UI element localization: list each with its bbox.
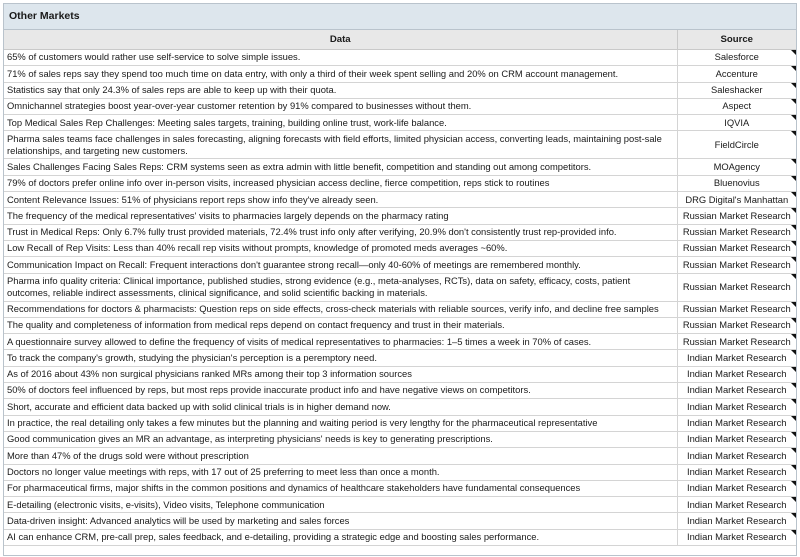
source-cell[interactable] [677,66,796,82]
source-text: MOAgency [713,160,760,172]
table-row [4,317,796,333]
comment-indicator-icon[interactable] [791,513,796,518]
source-cell[interactable] [677,159,796,175]
sheet-frame [3,3,797,556]
data-cell[interactable]: E-detailing (electronic visits, e-visits), Video visits, Telephone communication [4,497,677,513]
source-text: IQVIA [724,116,750,128]
comment-indicator-icon[interactable] [791,83,796,88]
source-cell[interactable] [677,497,796,513]
source-text: Indian Market Research [686,498,787,510]
table-row [4,159,796,175]
data-cell[interactable]: 65% of customers would rather use self-service to solve simple issues. [4,50,677,66]
source-cell[interactable] [677,301,796,317]
table-row [4,415,796,431]
source-cell[interactable] [677,131,796,159]
comment-indicator-icon[interactable] [791,497,796,502]
comment-indicator-icon[interactable] [791,115,796,120]
source-cell[interactable] [677,383,796,399]
comment-indicator-icon[interactable] [791,192,796,197]
comment-indicator-icon[interactable] [791,334,796,339]
source-cell[interactable] [677,464,796,480]
source-cell[interactable] [677,240,796,256]
source-text: Indian Market Research [686,433,787,445]
source-text: Indian Market Research [686,531,787,543]
source-cell[interactable] [677,317,796,333]
source-text: Salesforce [714,51,759,63]
data-cell[interactable]: Recommendations for doctors & pharmacists: Question reps on side effects, cross-check materials with reliable sources, verify info, and decline free samples [4,301,677,317]
source-cell[interactable] [677,350,796,366]
table-row [4,334,796,350]
comment-indicator-icon[interactable] [791,176,796,181]
data-cell[interactable]: Data-driven insight: Advanced analytics will be used by marketing and sales forces [4,513,677,529]
table-row [4,257,796,273]
data-cell[interactable]: 50% of doctors feel influenced by reps, but most reps provide inaccurate product info and have negative views on competitors. [4,383,677,399]
table-row [4,366,796,382]
column-header-source[interactable]: Source [677,30,796,50]
data-cell[interactable]: Low Recall of Rep Visits: Less than 40% recall rep visits without prompts, knowledge of promoted meds averages ~60%. [4,240,677,256]
comment-indicator-icon[interactable] [791,225,796,230]
comment-indicator-icon[interactable] [791,318,796,323]
data-cell[interactable]: The quality and completeness of information from medical reps depend on contact frequency and trust in their materials. [4,317,677,333]
data-cell[interactable]: AI can enhance CRM, pre-call prep, sales feedback, and e-detailing, providing a strategic edge and boosting sales performance. [4,529,677,545]
data-cell[interactable]: Pharma sales teams face challenges in sales forecasting, aligning forecasts with field efforts, limited physician access, converting leads, maintaining post-sale relationships, and targeting new customers. [4,131,677,159]
source-cell[interactable] [677,334,796,350]
source-text: Russian Market Research [682,209,791,221]
data-cell[interactable]: Short, accurate and efficient data backed up with solid clinical trials is in higher demand now. [4,399,677,415]
source-cell[interactable] [677,257,796,273]
comment-indicator-icon[interactable] [791,131,796,136]
comment-indicator-icon[interactable] [791,159,796,164]
table-row [4,497,796,513]
data-cell[interactable]: In practice, the real detailing only takes a few minutes but the planning and waiting period is very lengthy for the pharmaceutical representative [4,415,677,431]
column-header-data[interactable]: Data [4,30,677,50]
data-cell[interactable]: As of 2016 about 43% non surgical physicians ranked MRs among their top 3 information sources [4,366,677,382]
source-cell[interactable] [677,192,796,208]
comment-indicator-icon[interactable] [791,257,796,262]
source-cell[interactable] [677,50,796,66]
table-row [4,464,796,480]
source-cell[interactable] [677,175,796,191]
table-body [4,50,796,546]
data-cell[interactable]: Communication Impact on Recall: Frequent interactions don't guarantee strong recall—only 40-60% of meetings are remembered monthly. [4,257,677,273]
table-row [4,301,796,317]
source-text: Indian Market Research [686,368,787,380]
source-cell[interactable] [677,448,796,464]
table-row [4,448,796,464]
source-text: Indian Market Research [686,514,787,526]
source-cell[interactable] [677,115,796,131]
table-row [4,399,796,415]
source-text: Indian Market Research [686,482,787,494]
comment-indicator-icon[interactable] [791,383,796,388]
source-text: Russian Market Research [682,242,791,254]
comment-indicator-icon[interactable] [791,481,796,486]
comment-indicator-icon[interactable] [791,50,796,55]
source-text: Indian Market Research [686,417,787,429]
table-row [4,529,796,545]
comment-indicator-icon[interactable] [791,302,796,307]
source-text: Indian Market Research [686,384,787,396]
table-row [4,98,796,114]
source-cell[interactable] [677,399,796,415]
comment-indicator-icon[interactable] [791,274,796,279]
comment-indicator-icon[interactable] [791,399,796,404]
comment-indicator-icon[interactable] [791,350,796,355]
source-cell[interactable] [677,273,796,301]
data-cell[interactable]: More than 47% of the drugs sold were without prescription [4,448,677,464]
source-text: Russian Market Research [682,303,791,314]
source-text: Russian Market Research [682,335,791,347]
comment-indicator-icon[interactable] [791,416,796,421]
data-cell[interactable]: Top Medical Sales Rep Challenges: Meeting sales targets, training, building online trust, work-life balance. [4,115,677,131]
data-table [4,30,796,546]
source-text: Indian Market Research [686,351,787,363]
table-row [4,431,796,447]
table-row [4,224,796,240]
table-row [4,350,796,366]
table-row [4,240,796,256]
table-row [4,50,796,66]
source-cell[interactable] [677,431,796,447]
comment-indicator-icon[interactable] [791,99,796,104]
source-text: Indian Market Research [686,465,787,477]
data-cell[interactable]: Good communication gives an MR an advantage, as interpreting physicians' needs is key to generating prescriptions. [4,431,677,447]
data-cell[interactable]: Omnichannel strategies boost year-over-year customer retention by 91% compared to businesses without them. [4,98,677,114]
source-text: Indian Market Research [686,449,787,461]
data-cell[interactable]: Statistics say that only 24.3% of sales reps are able to keep up with their quota. [4,82,677,98]
table-row [4,513,796,529]
comment-indicator-icon[interactable] [791,208,796,213]
table-row [4,115,796,131]
data-cell[interactable]: The frequency of the medical representatives' visits to pharmacies largely depends on the pharmacy rating [4,208,677,224]
table-row [4,131,796,159]
table-row [4,175,796,191]
data-cell[interactable]: Doctors no longer value meetings with reps, with 17 out of 25 preferring to meet less than once a month. [4,464,677,480]
table-row [4,192,796,208]
table-row [4,273,796,301]
source-text: Bluenovius [713,177,760,189]
source-text: Russian Market Research [682,319,791,331]
table-row [4,82,796,98]
data-cell[interactable]: Pharma info quality criteria: Clinical importance, published studies, strong evidence (e.g., meta-analyses, RCTs), data on safety, efficacy, costs, patient outcomes, reliable indirect assessments, clinical significance, and solid scientific backing in materials. [4,273,677,301]
source-text: FieldCircle [714,138,759,150]
header-row [4,30,796,50]
source-text: Accenture [715,67,758,79]
source-text: Russian Market Research [682,226,791,238]
data-cell[interactable]: Sales Challenges Facing Sales Reps: CRM systems seen as extra admin with little benefit, competition and standing out among competitors. [4,159,677,175]
source-text: Indian Market Research [686,400,787,412]
source-text: Russian Market Research [682,280,791,292]
comment-indicator-icon[interactable] [791,530,796,535]
data-cell[interactable]: To track the company's growth, studying the physician's perception is a peremptory need. [4,350,677,366]
comment-indicator-icon[interactable] [791,66,796,71]
source-cell[interactable] [677,208,796,224]
data-cell[interactable]: Content Relevance Issues: 51% of physicians report reps show info they've already seen. [4,192,677,208]
data-cell[interactable]: Trust in Medical Reps: Only 6.7% fully trust provided materials, 72.4% trust info only after verifying, 20.9% don't consistently trust rep-provided info. [4,224,677,240]
source-cell[interactable] [677,82,796,98]
source-text: Russian Market Research [682,258,791,270]
comment-indicator-icon[interactable] [791,448,796,453]
source-cell[interactable] [677,98,796,114]
comment-indicator-icon[interactable] [791,241,796,246]
source-cell[interactable] [677,480,796,496]
source-text: Aspect [722,100,752,112]
data-cell[interactable]: 79% of doctors prefer online info over in-person visits, increased physician access decline, fierce competition, reps stick to routines [4,175,677,191]
source-text: Saleshacker [710,84,763,96]
sheet-title: Other Markets [4,4,796,30]
source-cell[interactable] [677,415,796,431]
data-cell[interactable]: 71% of sales reps say they spend too much time on data entry, with only a third of their week spent selling and 20% on CRM account management. [4,66,677,82]
table-row [4,208,796,224]
source-text: DRG Digital's Manhattan [685,193,789,205]
comment-indicator-icon[interactable] [791,465,796,470]
source-cell[interactable] [677,529,796,545]
data-cell[interactable]: A questionnaire survey allowed to define the frequency of visits of medical representatives to pharmacies: 1–5 times a week in 70% of cases. [4,334,677,350]
source-cell[interactable] [677,513,796,529]
source-cell[interactable] [677,224,796,240]
table-row [4,383,796,399]
table-row [4,66,796,82]
table-row [4,480,796,496]
data-cell[interactable]: For pharmaceutical firms, major shifts in the common positions and dynamics of healthcare stakeholders have fundamental consequences [4,480,677,496]
comment-indicator-icon[interactable] [791,367,796,372]
comment-indicator-icon[interactable] [791,432,796,437]
source-cell[interactable] [677,366,796,382]
